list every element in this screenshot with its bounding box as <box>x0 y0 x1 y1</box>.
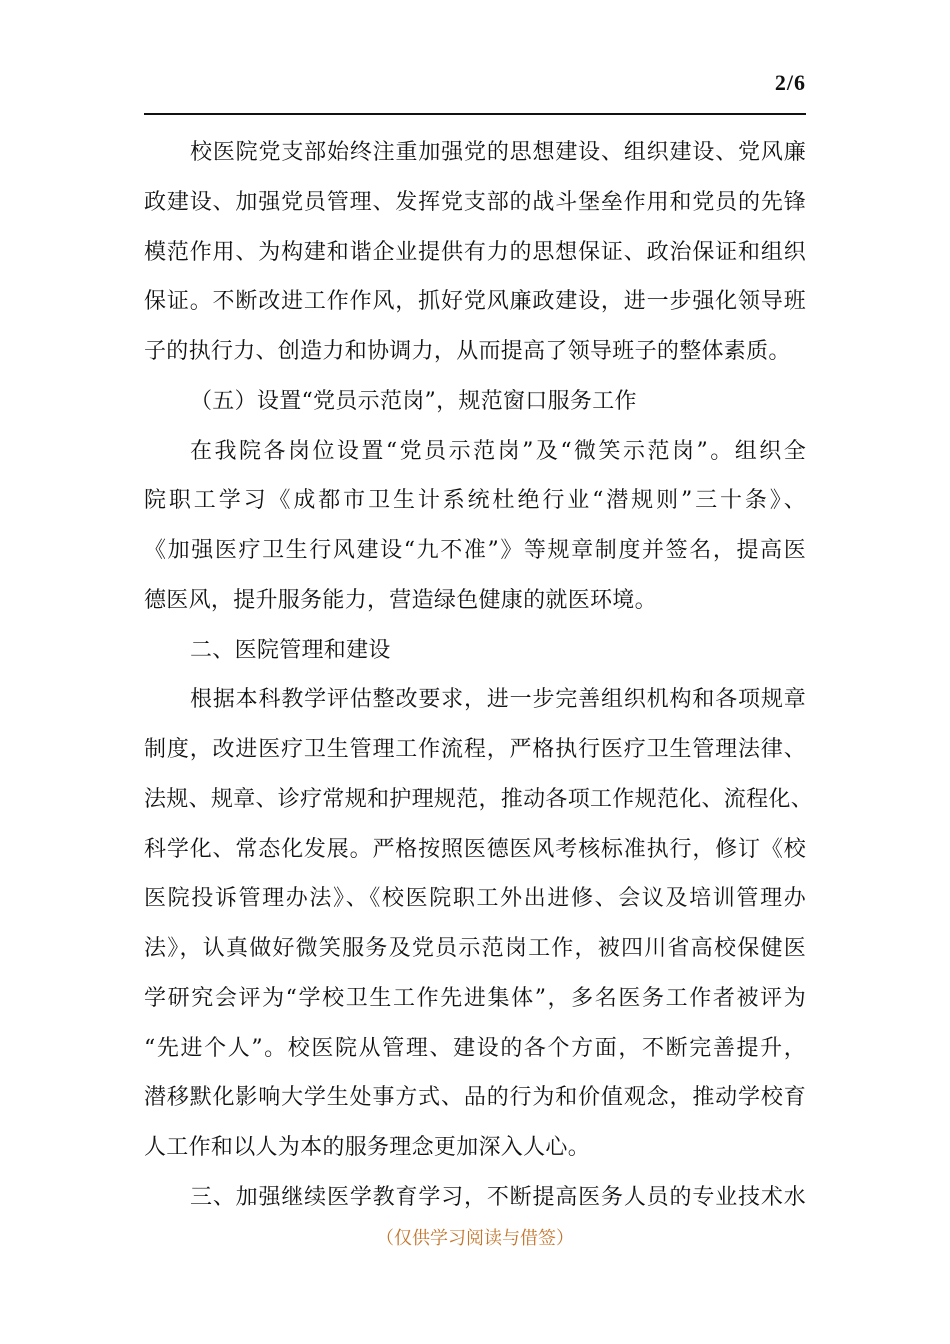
paragraph-line: 子的执行力、创造力和协调力，从而提高了领导班子的整体素质。 <box>144 339 791 364</box>
paragraph-line: 院职工学习《成都市卫生计系统杜绝行业“潜规则”三十条》、 <box>144 488 806 514</box>
document-body <box>144 128 814 1223</box>
section-heading: （五）设置“党员示范岗”，规范窗口服务工作 <box>190 388 637 414</box>
paragraph-line: 《加强医疗卫生行风建设“九不准”》等规章制度并签名，提高医 <box>144 538 806 563</box>
paragraph-line: 保证。不断改进工作作风，抓好党风廉政建设，进一步强化领导班 <box>144 289 806 315</box>
paragraph-line: 模范作用、为构建和谐企业提供有力的思想保证、政治保证和组织 <box>144 239 806 265</box>
paragraph-line: 德医风，提升服务能力，营造绿色健康的就医环境。 <box>144 587 657 613</box>
header-divider <box>144 113 806 115</box>
paragraph-line: 人工作和以人为本的服务理念更加深入人心。 <box>144 1135 591 1160</box>
paragraph-line: 在我院各岗位设置“党员示范岗”及“微笑示范岗”。组织全 <box>190 438 806 464</box>
footer-note: （仅供学习阅读与借签） <box>376 1228 574 1249</box>
paragraph-line: 学研究会评为“学校卫生工作先进集体”，多名医务工作者被评为 <box>144 985 806 1011</box>
paragraph-line: 法规、规章、诊疗常规和护理规范，推动各项工作规范化、流程化、 <box>144 786 814 812</box>
section-heading: 二、医院管理和建设 <box>190 637 391 663</box>
paragraph-line: 校医院党支部始终注重加强党的思想建设、组织建设、党风廉 <box>190 140 806 165</box>
paragraph-line: 政建设、加强党员管理、发挥党支部的战斗堡垒作用和党员的先锋 <box>144 189 806 215</box>
paragraph-line: 医院投诉管理办法》、《校医院职工外出进修、会议及培训管理办 <box>144 886 806 912</box>
paragraph-line: 制度，改进医疗卫生管理工作流程，严格执行医疗卫生管理法律、 <box>144 737 806 762</box>
paragraph-line: 根据本科教学评估整改要求，进一步完善组织机构和各项规章 <box>190 687 806 713</box>
paragraph-line: “先进个人”。校医院从管理、建设的各个方面，不断完善提升， <box>144 1035 806 1061</box>
paragraph-line: 潜移默化影响大学生处事方式、品的行为和价值观念，推动学校育 <box>144 1085 806 1111</box>
section-heading: 三、加强继续医学教育学习，不断提高医务人员的专业技术水 <box>190 1184 806 1210</box>
paragraph-line: 科学化、常态化发展。严格按照医德医风考核标准执行，修订《校 <box>144 836 806 862</box>
page-number: 2/6 <box>774 70 806 95</box>
paragraph-line: 法》，认真做好微笑服务及党员示范岗工作，被四川省高校保健医 <box>144 936 806 961</box>
